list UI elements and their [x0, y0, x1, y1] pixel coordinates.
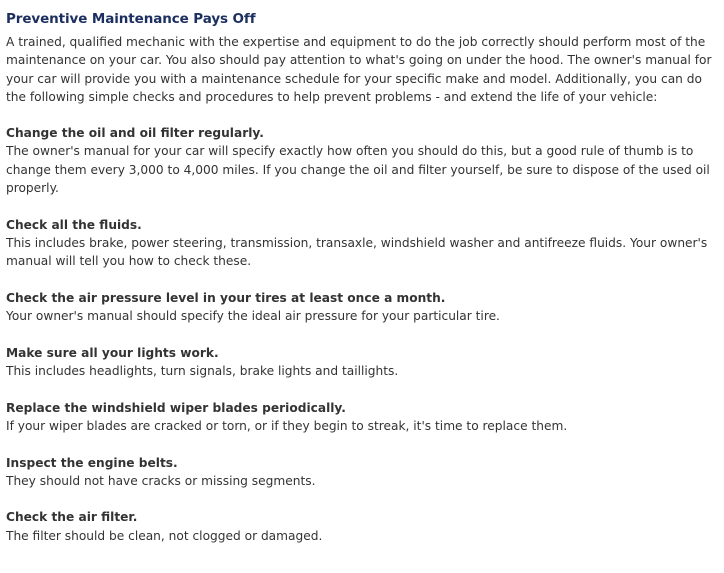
tip-heading: Make sure all your lights work.: [6, 345, 219, 360]
tip-body: Your owner's manual should specify the ideal air pressure for your particular tire.: [6, 309, 500, 324]
tip-item: [6, 124, 718, 197]
tip-body: They should not have cracks or missing segments.: [6, 473, 316, 488]
tip-heading: Check all the fluids.: [6, 217, 142, 232]
tip-body: The filter should be clean, not clogged or damaged.: [6, 528, 323, 543]
tip-heading: Change the oil and oil filter regularly.: [6, 126, 264, 141]
tip-item: [6, 289, 718, 326]
intro-paragraph: A trained, qualified mechanic with the expertise and equipment to do the job correctly should perform most of the maintenance on your car. You also should pay attention to what's going on under the hood. The owner's manual for your car will provide you with a maintenance schedule for your specific make and model. Additionally, you can do the following simple checks and procedures to help prevent problems - and extend the life of your vehicle:: [6, 35, 712, 104]
tip-body: The owner's manual for your car will specify exactly how often you should do this, but a good rule of thumb is to change them every 3,000 to 4,000 miles. If you change the oil and filter yourself, be sure to dispose of the used oil properly.: [6, 144, 710, 196]
tip-heading: Replace the windshield wiper blades periodically.: [6, 400, 346, 415]
tip-item: [6, 399, 718, 436]
tip-heading: Check the air filter.: [6, 510, 138, 525]
tip-item: [6, 454, 718, 491]
tip-body: If your wiper blades are cracked or torn, or if they begin to streak, it's time to replace them.: [6, 418, 568, 433]
tip-body: This includes headlights, turn signals, brake lights and taillights.: [6, 364, 399, 379]
tip-heading: Check the air pressure level in your tires at least once a month.: [6, 290, 446, 305]
tip-item: [6, 216, 718, 271]
tip-body: This includes brake, power steering, transmission, transaxle, windshield washer and antifreeze fluids. Your owner's manual will tell you how to check these.: [6, 235, 708, 269]
page-title: Preventive Maintenance Pays Off: [6, 11, 256, 27]
tip-item: [6, 344, 718, 381]
tip-item: [6, 508, 718, 545]
tip-heading: Inspect the engine belts.: [6, 455, 178, 470]
